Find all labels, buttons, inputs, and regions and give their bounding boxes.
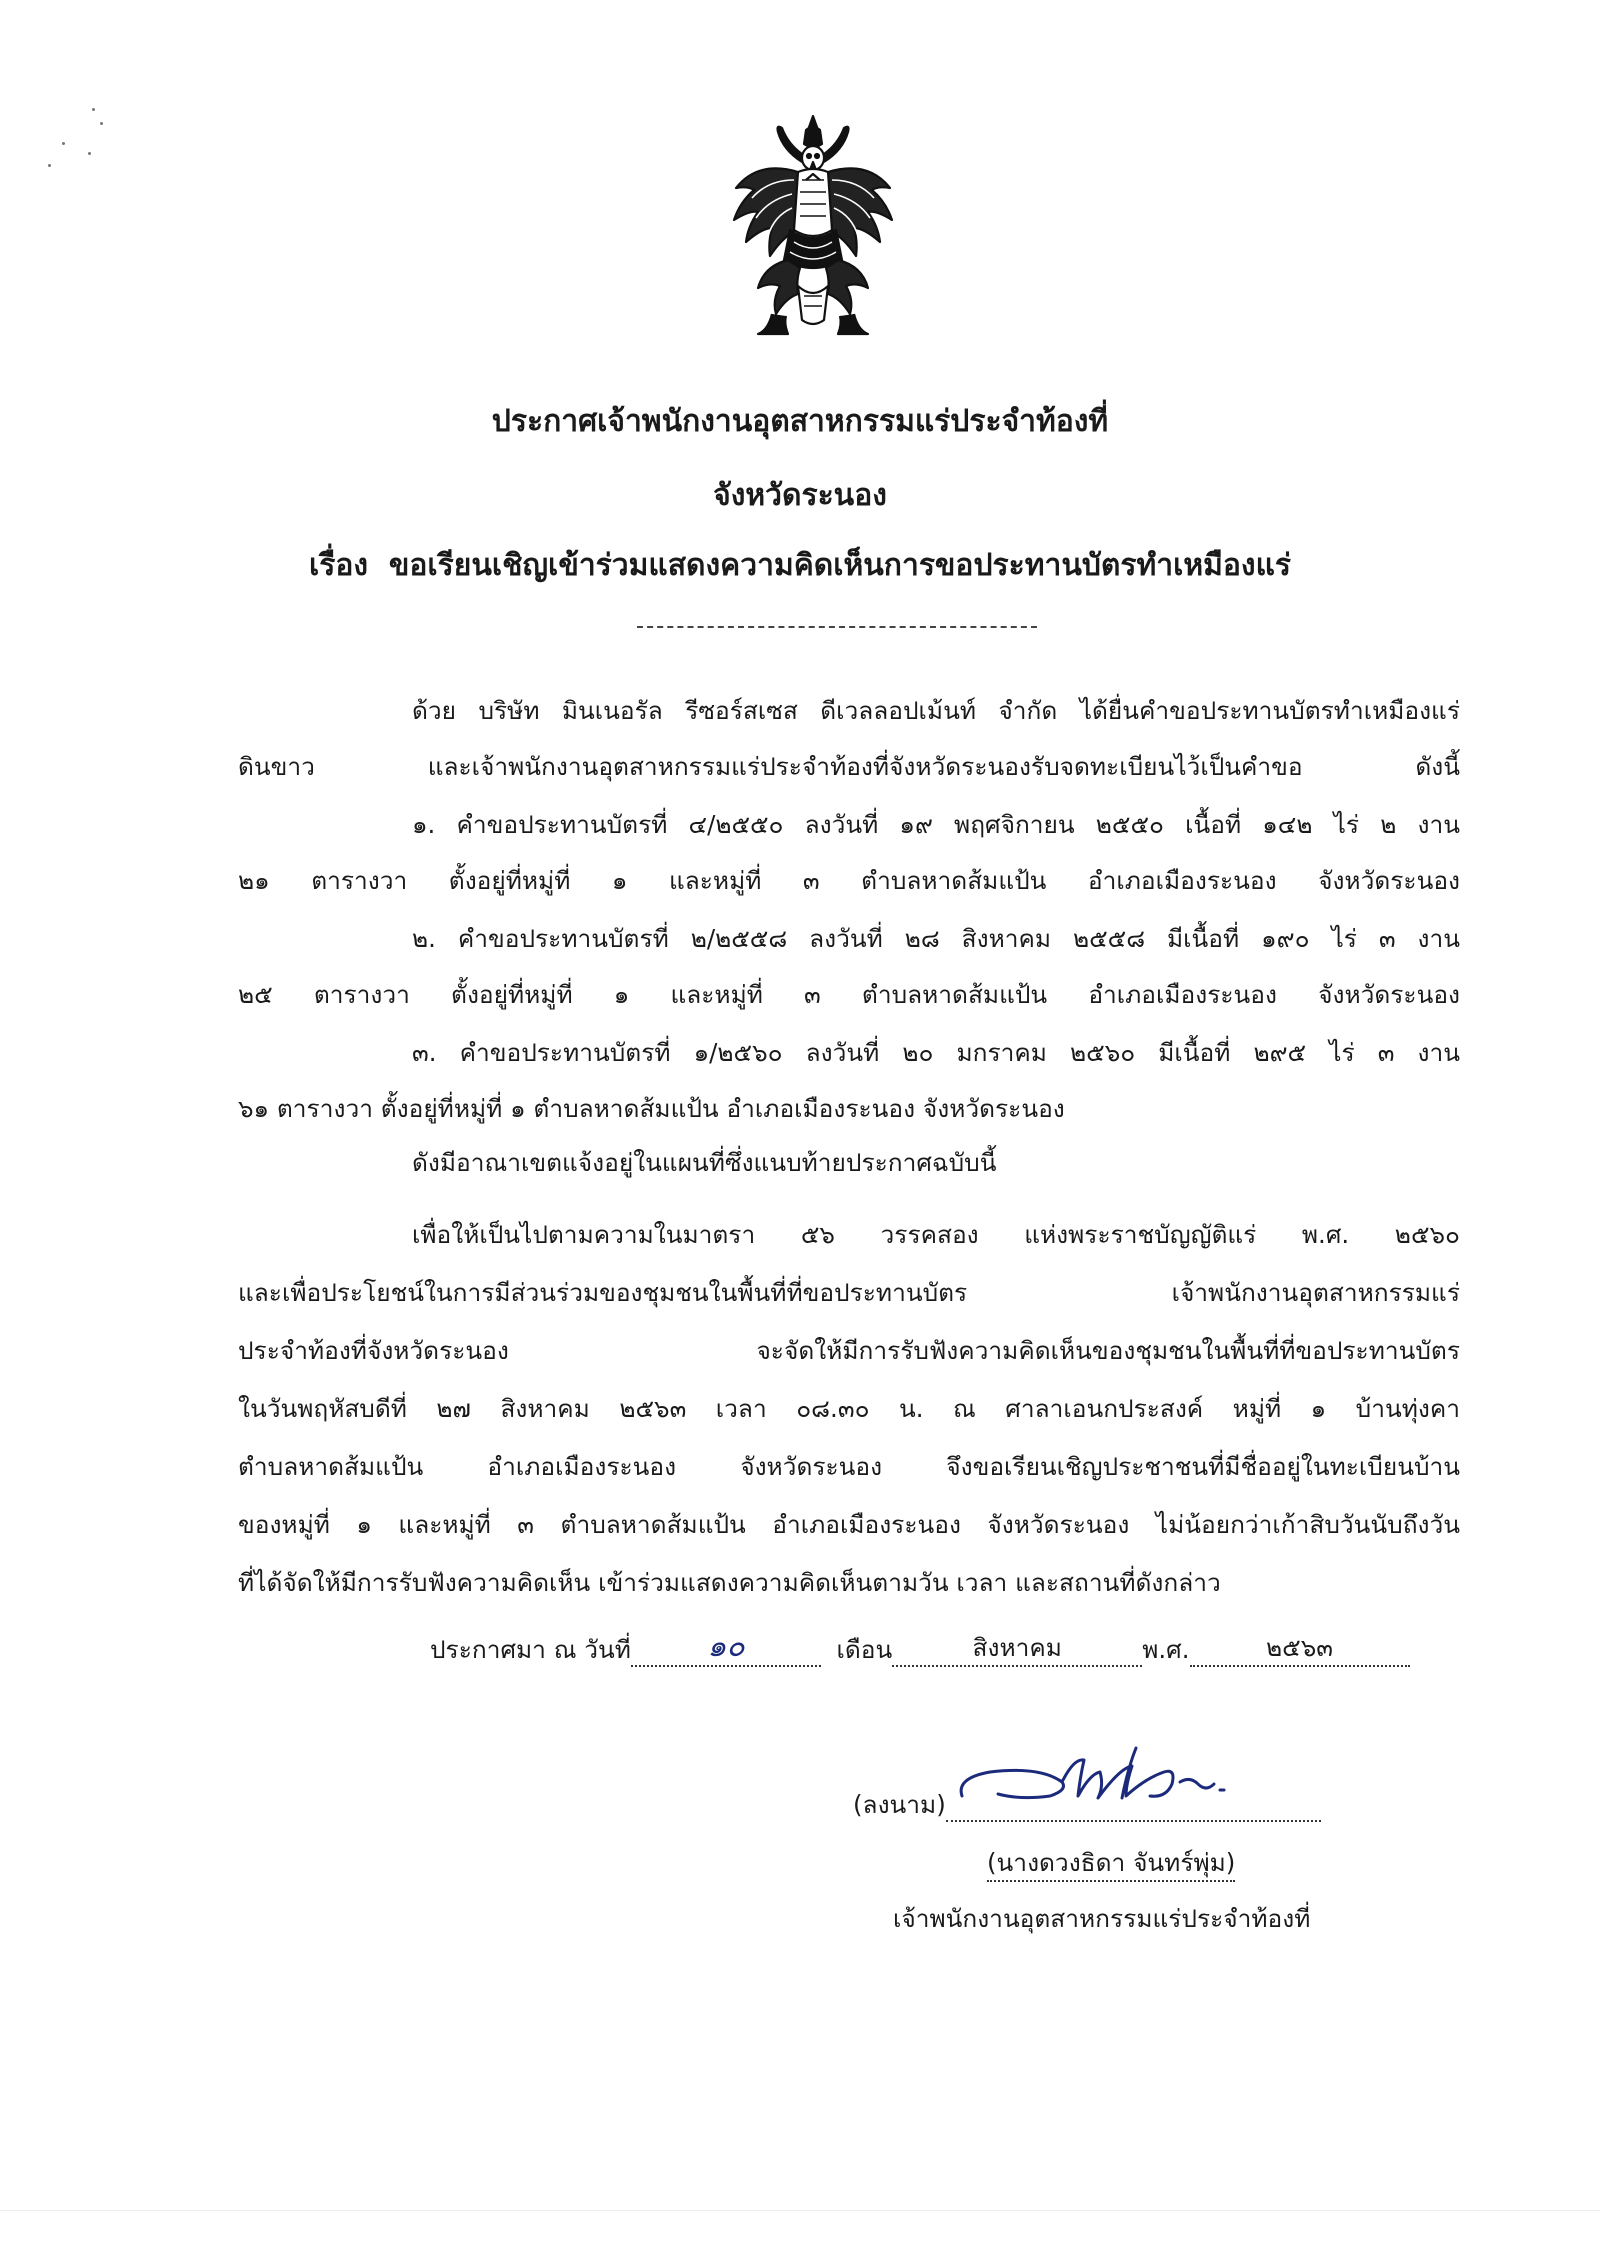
- announce-date-line: [430, 1630, 1410, 1667]
- item-2-line-2: ๒๕ ตารางวา ตั้งอยู่ที่หมู่ที่ ๑ และหมู่ที่ ๓ ตำบลหาดส้มแป้น อำเภอเมืองระนอง จังหวัดระนอง: [238, 980, 1460, 1009]
- title-line-2: จังหวัดระนอง: [713, 478, 887, 513]
- purpose-line-2: และเพื่อประโยชน์ในการมีส่วนร่วมของชุมชนในพื้นที่ที่ขอประทานบัตร เจ้าพนักงานอุตสาหกรรมแร่: [238, 1278, 1460, 1307]
- signature-line: [853, 1788, 1321, 1822]
- announce-day: ๑๐: [707, 1629, 745, 1664]
- purpose-line-6: ของหมู่ที่ ๑ และหมู่ที่ ๓ ตำบลหาดส้มแป้น อำเภอเมืองระนอง จังหวัดระนอง ไม่น้อยกว่าเก้าสิบวันนับถึงวัน: [238, 1510, 1460, 1539]
- announce-year-label: พ.ศ.: [1142, 1635, 1190, 1664]
- announce-month-label: เดือน: [836, 1635, 893, 1664]
- title-line-1: ประกาศเจ้าพนักงานอุตสาหกรรมแร่ประจำท้องที่: [491, 404, 1109, 439]
- purpose-line-5: ตำบลหาดส้มแป้น อำเภอเมืองระนอง จังหวัดระนอง จึงขอเรียนเชิญประชาชนที่มีชื่ออยู่ในทะเบียนบ้าน: [238, 1452, 1460, 1481]
- item-3-line-1: ๓. คำขอประทานบัตรที่ ๑/๒๕๖๐ ลงวันที่ ๒๐ มกราคม ๒๕๖๐ มีเนื้อที่ ๒๙๕ ไร่ ๓ งาน: [412, 1038, 1460, 1067]
- item-2-line-1: ๒. คำขอประทานบัตรที่ ๒/๒๕๕๘ ลงวันที่ ๒๘ สิงหาคม ๒๕๕๘ มีเนื้อที่ ๑๙๐ ไร่ ๓ งาน: [412, 924, 1460, 953]
- purpose-line-3: ประจำท้องที่จังหวัดระนอง จะจัดให้มีการรับฟังความคิดเห็นของชุมชนในพื้นที่ที่ขอประทานบัตร: [238, 1336, 1460, 1365]
- subject-line: [0, 542, 1600, 589]
- item-1-line-2: ๒๑ ตารางวา ตั้งอยู่ที่หมู่ที่ ๑ และหมู่ที่ ๓ ตำบลหาดส้มแป้น อำเภอเมืองระนอง จังหวัดระนอง: [238, 866, 1460, 895]
- item-3-line-2: ๖๑ ตารางวา ตั้งอยู่ที่หมู่ที่ ๑ ตำบลหาดส้มแป้น อำเภอเมืองระนอง จังหวัดระนอง: [238, 1094, 1065, 1123]
- announce-prefix: ประกาศมา ณ วันที่: [430, 1635, 631, 1664]
- announce-year: ๒๕๖๓: [1266, 1633, 1333, 1662]
- subject-label: เรื่อง: [308, 548, 369, 583]
- garuda-emblem: [728, 110, 898, 345]
- purpose-line-1: เพื่อให้เป็นไปตามความในมาตรา ๕๖ วรรคสอง แห่งพระราชบัญญัติแร่ พ.ศ. ๒๕๖๐: [412, 1220, 1460, 1249]
- purpose-line-4: ในวันพฤหัสบดีที่ ๒๗ สิงหาคม ๒๕๖๓ เวลา ๐๘.๓๐ น. ณ ศาลาเอนกประสงค์ หมู่ที่ ๑ บ้านทุ่งคา: [238, 1394, 1460, 1423]
- item-1-line-1: ๑. คำขอประทานบัตรที่ ๔/๒๕๕๐ ลงวันที่ ๑๙ พฤศจิกายน ๒๕๕๐ เนื้อที่ ๑๔๒ ไร่ ๒ งาน: [412, 810, 1460, 839]
- signature-label: (ลงนาม): [853, 1790, 946, 1819]
- purpose-line-7: ที่ได้จัดให้มีการรับฟังความคิดเห็น เข้าร่วมแสดงความคิดเห็นตามวัน เวลา และสถานที่ดังกล่าว: [238, 1568, 1221, 1597]
- boundary-note: ดังมีอาณาเขตแจ้งอยู่ในแผนที่ซึ่งแนบท้ายประกาศฉบับนี้: [412, 1148, 997, 1177]
- page-edge: [0, 2210, 1600, 2211]
- scan-specks: [40, 100, 120, 190]
- signatory-position: เจ้าพนักงานอุตสาหกรรมแร่ประจำท้องที่: [893, 1904, 1311, 1933]
- signatory-name: (นางดวงธิดา จันทร์พุ่ม): [987, 1846, 1235, 1882]
- intro-line-2: ดินขาว และเจ้าพนักงานอุตสาหกรรมแร่ประจำท้องที่จังหวัดระนองรับจดทะเบียนไว้เป็นคำขอ ดังนี้: [238, 752, 1460, 781]
- subject-text: ขอเรียนเชิญเข้าร่วมแสดงความคิดเห็นการขอประทานบัตรทำเหมืองแร่: [388, 548, 1292, 583]
- title-divider: [637, 626, 1037, 628]
- intro-line-1: ด้วย บริษัท มินเนอรัล รีซอร์สเซส ดีเวลลอปเม้นท์ จำกัด ได้ยื่นคำขอประทานบัตรทำเหมืองแร่: [412, 696, 1460, 725]
- announce-month: สิงหาคม: [972, 1633, 1062, 1662]
